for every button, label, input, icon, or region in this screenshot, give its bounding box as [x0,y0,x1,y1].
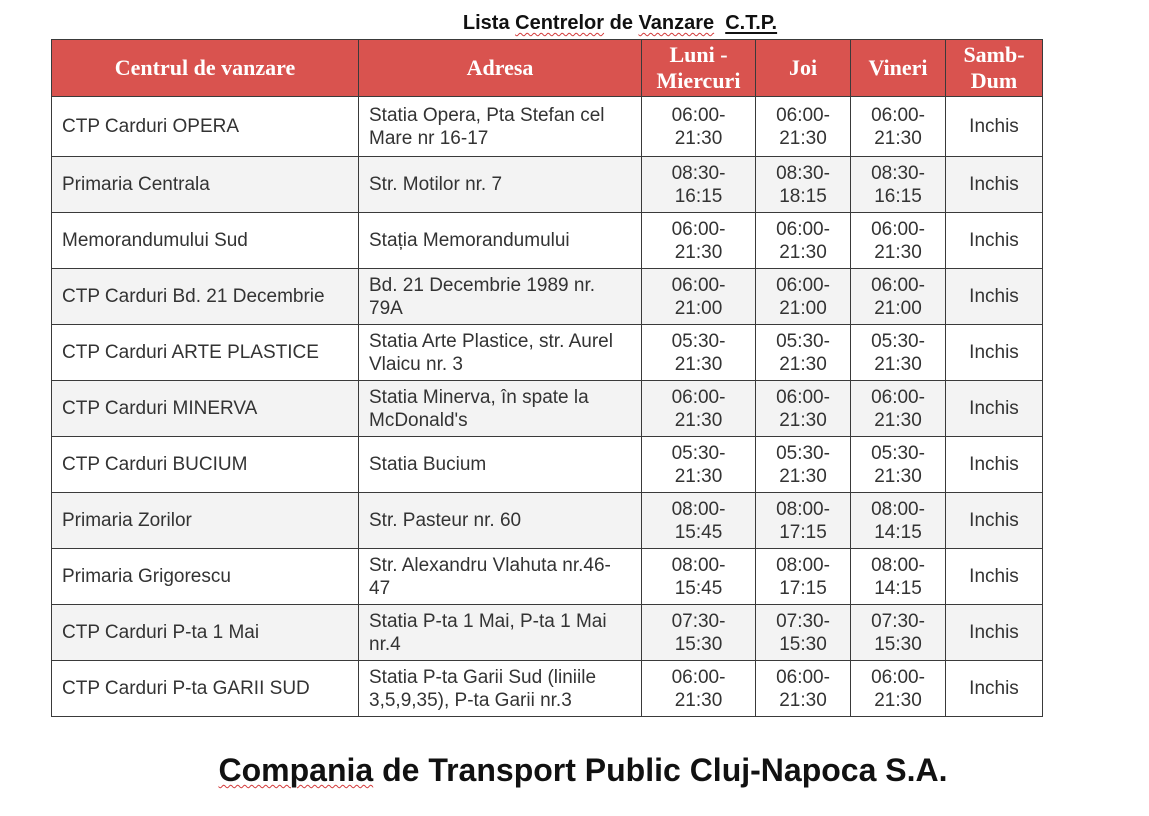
header-center: Centrul de vanzare [52,40,359,97]
time-end: 21:30 [779,353,827,375]
cell-hours-weekend: Inchis [946,437,1043,493]
time-start: 08:00- [776,498,830,520]
time-end: 15:45 [674,521,723,543]
table-row [52,97,1043,157]
time-end: 21:30 [674,409,723,431]
cell-hours-thu [756,97,851,157]
cell-address: Statia Arte Plastice, str. Aurel Vlaicu nr. 3 [359,325,642,381]
cell-hours-mon-wed [642,97,756,157]
cell-address: Statia Opera, Pta Stefan cel Mare nr 16-17 [359,97,642,157]
time-start: 07:30- [871,610,925,632]
cell-hours-thu [756,381,851,437]
cell-address: Statia P-ta Garii Sud (liniile 3,5,9,35), P-ta Garii nr.3 [359,661,642,717]
time-start: 06:00- [671,104,726,126]
title-part: Lista [462,12,516,34]
cell-center-name: CTP Carduri P-ta GARII SUD [52,661,359,717]
title-part [714,12,725,34]
time-end: 21:30 [674,241,723,263]
cell-hours-weekend: Inchis [946,381,1043,437]
time-end: 15:30 [779,633,827,655]
table-body [52,97,1043,717]
time-start: 06:00- [776,104,830,126]
title-part-spellcheck: Centrelor [515,12,605,34]
time-start: 06:00- [776,666,830,688]
cell-hours-fri [851,661,946,717]
document-title [0,10,1149,36]
time-start: 06:00- [776,386,830,408]
time-start: 05:30- [871,442,925,464]
time-start: 07:30- [776,610,830,632]
time-end: 21:30 [674,689,723,711]
time-end: 16:15 [874,185,922,207]
cell-address: Bd. 21 Decembrie 1989 nr. 79A [359,269,642,325]
time-start: 08:00- [671,554,726,576]
time-end: 21:30 [779,127,827,149]
cell-hours-thu [756,549,851,605]
table-row [52,437,1043,493]
cell-hours-fri [851,493,946,549]
table-row [52,325,1043,381]
cell-hours-fri [851,157,946,213]
cell-hours-fri [851,549,946,605]
time-start: 08:30- [871,162,925,184]
cell-address: Str. Alexandru Vlahuta nr.46-47 [359,549,642,605]
time-start: 05:30- [671,330,726,352]
time-start: 06:00- [671,274,726,296]
cell-center-name: Memorandumului Sud [52,213,359,269]
table-row [52,381,1043,437]
cell-center-name: CTP Carduri Bd. 21 Decembrie [52,269,359,325]
cell-hours-weekend: Inchis [946,213,1043,269]
cell-hours-mon-wed [642,381,756,437]
table-header [52,40,1043,97]
cell-hours-mon-wed [642,213,756,269]
time-end: 21:30 [874,353,922,375]
cell-hours-weekend: Inchis [946,325,1043,381]
cell-hours-weekend: Inchis [946,97,1043,157]
company-name-rest: de Transport Public Cluj-Napoca S.A. [373,752,948,788]
cell-hours-mon-wed [642,605,756,661]
time-end: 21:00 [779,297,827,319]
time-start: 07:30- [671,610,726,632]
time-start: 08:00- [871,554,925,576]
time-end: 21:30 [674,127,723,149]
cell-center-name: CTP Carduri P-ta 1 Mai [52,605,359,661]
cell-address: Str. Pasteur nr. 60 [359,493,642,549]
time-start: 06:00- [871,104,925,126]
time-start: 06:00- [671,666,726,688]
time-start: 08:00- [671,498,726,520]
cell-hours-fri [851,437,946,493]
header-thu: Joi [756,40,851,97]
cell-hours-thu [756,437,851,493]
title-part: de [604,12,639,34]
cell-hours-fri [851,97,946,157]
time-start: 08:30- [776,162,830,184]
cell-address: Statia Minerva, în spate la McDonald's [359,381,642,437]
time-start: 08:30- [671,162,726,184]
title-part-spellcheck: Vanzare [638,12,715,34]
time-end: 21:30 [874,409,922,431]
time-start: 06:00- [671,386,726,408]
cell-hours-fri [851,381,946,437]
cell-hours-mon-wed [642,325,756,381]
cell-hours-thu [756,493,851,549]
time-end: 21:30 [674,353,723,375]
time-end: 21:30 [874,241,922,263]
cell-center-name: Primaria Grigorescu [52,549,359,605]
time-end: 17:15 [779,577,827,599]
cell-hours-mon-wed [642,493,756,549]
cell-hours-fri [851,213,946,269]
cell-address: Str. Motilor nr. 7 [359,157,642,213]
time-end: 18:15 [779,185,827,207]
cell-address: Statia P-ta 1 Mai, P-ta 1 Mai nr.4 [359,605,642,661]
cell-hours-fri [851,325,946,381]
time-start: 06:00- [871,386,925,408]
cell-hours-mon-wed [642,269,756,325]
cell-hours-mon-wed [642,549,756,605]
table-row [52,549,1043,605]
header-weekend: Samb-Dum [946,40,1043,97]
time-start: 05:30- [871,330,925,352]
time-end: 21:30 [874,465,922,487]
cell-hours-fri [851,269,946,325]
cell-center-name: CTP Carduri MINERVA [52,381,359,437]
cell-address: Statia Bucium [359,437,642,493]
cell-hours-thu [756,269,851,325]
time-end: 15:45 [674,577,723,599]
time-start: 06:00- [776,274,830,296]
time-end: 21:30 [874,689,922,711]
title-part-underlined: C.T.P. [725,12,778,34]
cell-address: Stația Memorandumului [359,213,642,269]
cell-center-name: CTP Carduri OPERA [52,97,359,157]
sales-centers-table [51,39,1043,717]
cell-hours-weekend: Inchis [946,605,1043,661]
time-start: 06:00- [871,274,925,296]
time-end: 15:30 [874,633,922,655]
time-end: 17:15 [779,521,827,543]
cell-hours-weekend: Inchis [946,549,1043,605]
time-end: 15:30 [674,633,723,655]
cell-hours-fri [851,605,946,661]
cell-hours-weekend: Inchis [946,661,1043,717]
company-name [0,750,1149,790]
time-start: 05:30- [671,442,726,464]
cell-hours-weekend: Inchis [946,157,1043,213]
table-row [52,213,1043,269]
table-row [52,661,1043,717]
cell-hours-weekend: Inchis [946,493,1043,549]
cell-hours-mon-wed [642,437,756,493]
time-start: 06:00- [871,218,925,240]
time-end: 21:00 [874,297,922,319]
time-end: 21:30 [779,689,827,711]
cell-center-name: CTP Carduri ARTE PLASTICE [52,325,359,381]
header-address: Adresa [359,40,642,97]
time-end: 21:30 [779,465,827,487]
cell-hours-thu [756,213,851,269]
cell-hours-mon-wed [642,661,756,717]
cell-hours-thu [756,325,851,381]
company-name-first-word: Compania [218,752,374,788]
cell-hours-thu [756,605,851,661]
time-end: 21:30 [874,127,922,149]
time-end: 16:15 [674,185,723,207]
cell-hours-thu [756,661,851,717]
time-start: 05:30- [776,330,830,352]
cell-center-name: Primaria Zorilor [52,493,359,549]
time-start: 08:00- [871,498,925,520]
time-end: 21:30 [779,241,827,263]
table-row [52,605,1043,661]
time-end: 21:00 [674,297,723,319]
time-end: 21:30 [674,465,723,487]
table-row [52,493,1043,549]
header-fri: Vineri [851,40,946,97]
time-start: 06:00- [671,218,726,240]
header-row [52,40,1043,97]
time-start: 08:00- [776,554,830,576]
cell-hours-weekend: Inchis [946,269,1043,325]
time-end: 21:30 [779,409,827,431]
time-start: 06:00- [776,218,830,240]
cell-center-name: Primaria Centrala [52,157,359,213]
cell-hours-mon-wed [642,157,756,213]
time-start: 06:00- [871,666,925,688]
cell-hours-thu [756,157,851,213]
cell-center-name: CTP Carduri BUCIUM [52,437,359,493]
table-row [52,269,1043,325]
time-end: 14:15 [874,577,922,599]
time-end: 14:15 [874,521,922,543]
table-row [52,157,1043,213]
header-mon-wed: Luni - Miercuri [642,40,756,97]
time-start: 05:30- [776,442,830,464]
